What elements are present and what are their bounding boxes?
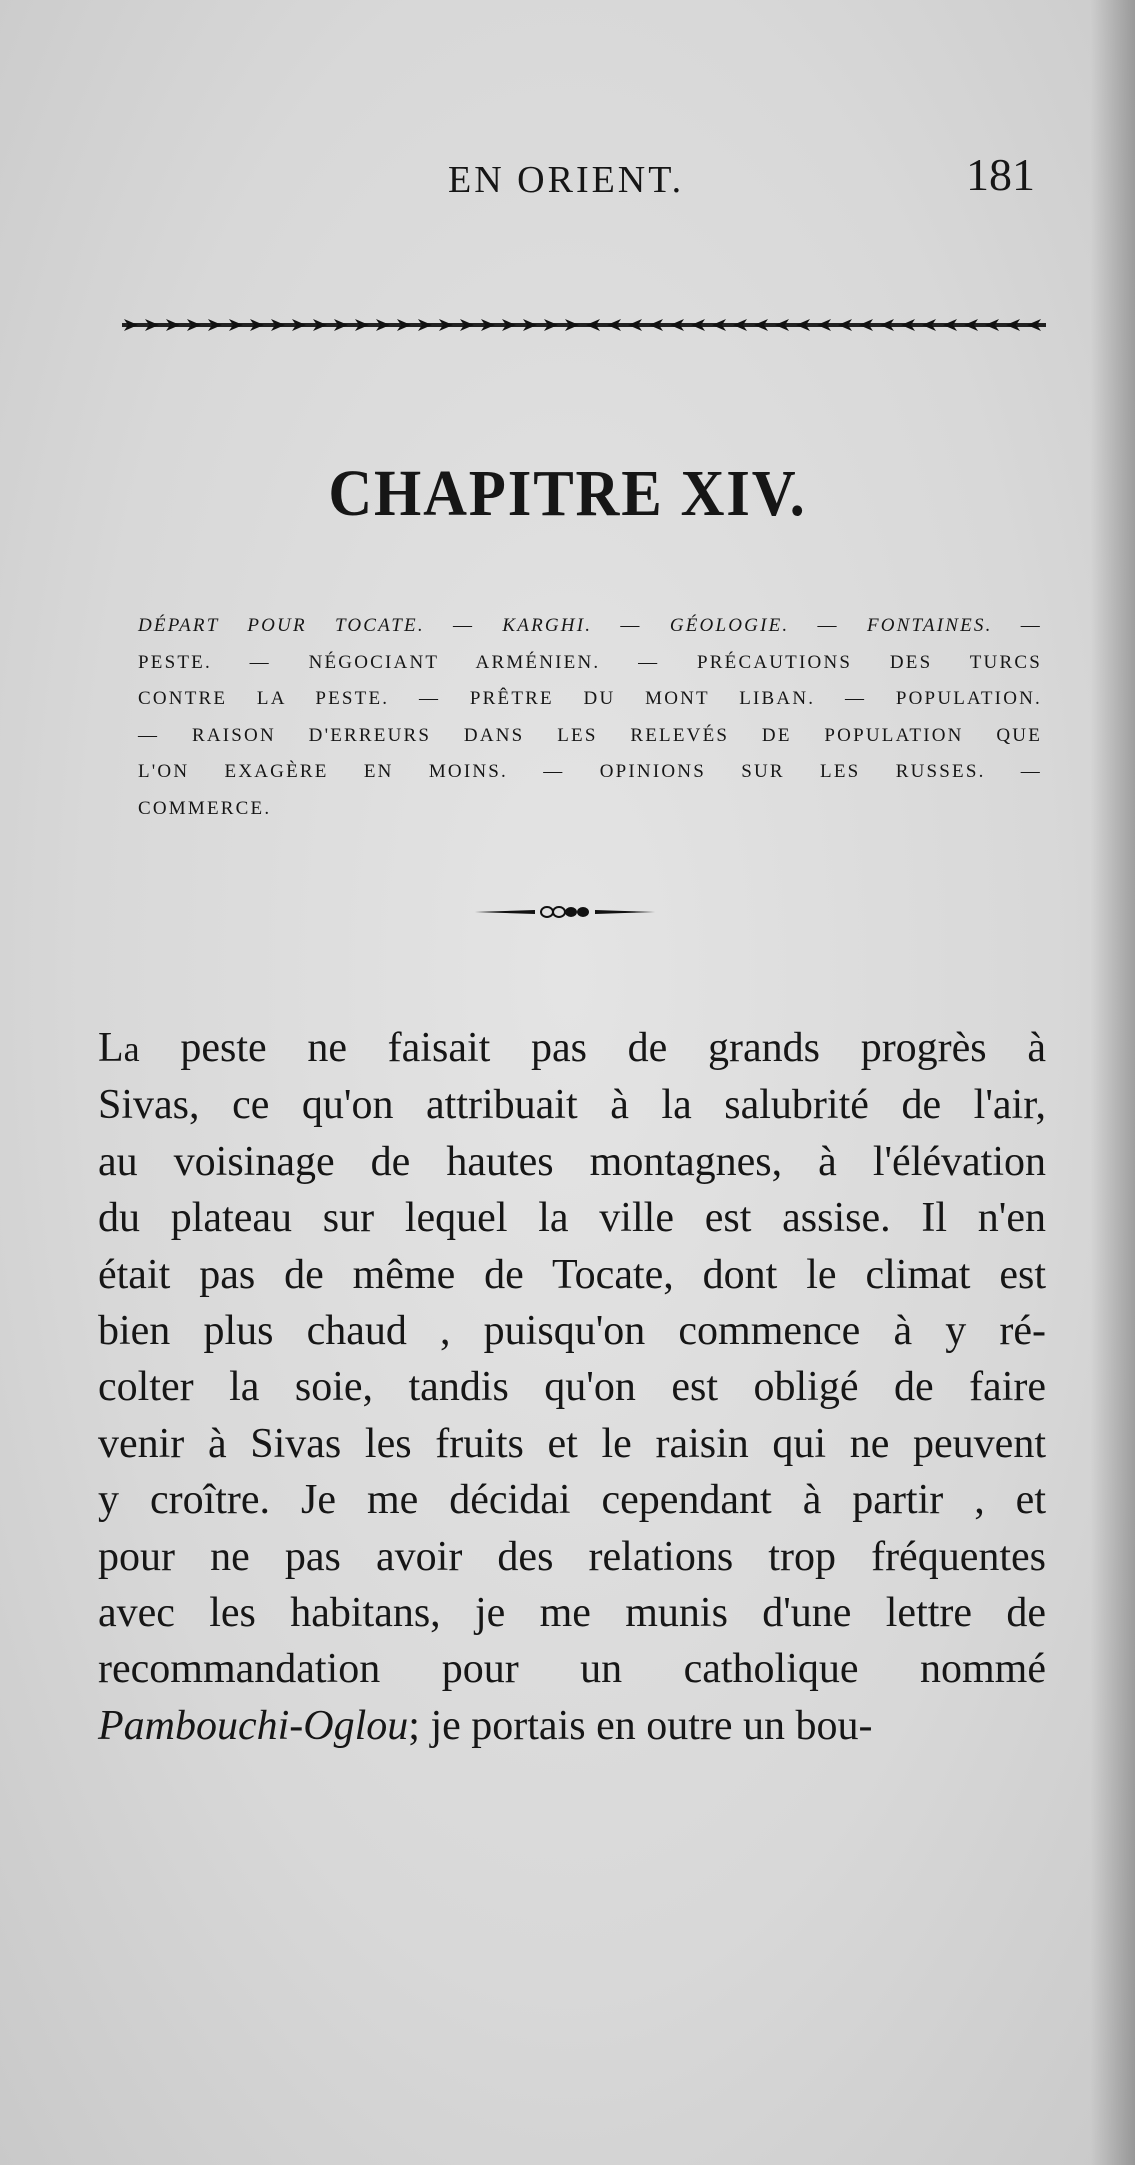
summary-segment: L'ON EXAGÈRE EN MOINS. — OPINIONS SUR LES RUSSES. — [138, 761, 1042, 782]
summary-segment: — RAISON D'ERREURS DANS LES RELEVÉS DE POPULATION QUE [138, 724, 1042, 746]
body-line: recommandation pour un catholique nommé [98, 1646, 1046, 1693]
body-line: colter la soie, tandis qu'on est obligé de faire [98, 1364, 1046, 1411]
body-line: pour ne pas avoir des relations trop fréquentes [98, 1533, 1046, 1580]
body-line: bien plus chaud , puisqu'on commence à y ré- [98, 1308, 1046, 1355]
summary-segment: — [424, 615, 503, 636]
body-text [98, 1020, 1046, 1754]
body-line: y croître. Je me décidai cependant à partir , et [98, 1477, 1046, 1524]
summary-segment: KARGHI. [502, 615, 593, 636]
summary-line [138, 645, 1042, 682]
body-line: Pambouchi-Oglou; je portais en outre un bou- [98, 1702, 873, 1749]
body-line: du plateau sur lequel la ville est assise. Il n'en [98, 1195, 1046, 1242]
body-line: était pas de même de Tocate, dont le climat est [98, 1251, 1046, 1298]
summary-line [138, 718, 1042, 755]
summary-segment: — [789, 615, 867, 636]
summary-line [138, 791, 1042, 828]
body-line: avec les habitans, je me munis d'une lettre de [98, 1590, 1046, 1637]
running-head: EN ORIENT. [448, 159, 685, 201]
chapter-summary [138, 608, 1042, 827]
summary-line [138, 681, 1042, 718]
summary-segment: DÉPART POUR TOCATE. [138, 615, 425, 636]
summary-line [138, 754, 1042, 791]
body-line: Sivas, ce qu'on attribuait à la salubrité de l'air, [98, 1082, 1046, 1129]
summary-segment: PESTE. — NÉGOCIANT ARMÉNIEN. — PRÉCAUTIONS DES TURCS [138, 651, 1042, 673]
body-line: La peste ne faisait pas de grands progrès à [98, 1025, 1046, 1071]
summary-segment: FONTAINES. [866, 615, 993, 636]
summary-segment: CONTRE LA PESTE. — PRÊTRE DU MONT LIBAN. — POPULATION. [138, 688, 1042, 709]
page-edge-shadow [1090, 0, 1135, 2165]
body-line: au voisinage de hautes montagnes, à l'élévation [98, 1138, 1046, 1185]
proper-name: Pambouchi-Oglou [98, 1702, 409, 1749]
body-line: venir à Sivas les fruits et le raisin qui ne peuvent [98, 1420, 1046, 1467]
drop-initial: L [98, 1025, 124, 1071]
ornamental-rule [122, 318, 1046, 332]
section-divider [475, 904, 655, 920]
summary-segment: COMMERCE. [138, 797, 272, 819]
summary-segment: GÉOLOGIE. [669, 615, 790, 636]
initial-smallcap: a [123, 1029, 140, 1069]
page-number: 181 [966, 149, 1035, 200]
chapter-title: CHAPITRE XIV. [328, 457, 807, 530]
summary-segment: — [592, 615, 670, 636]
summary-line [138, 608, 1042, 645]
summary-segment: — [992, 615, 1042, 636]
